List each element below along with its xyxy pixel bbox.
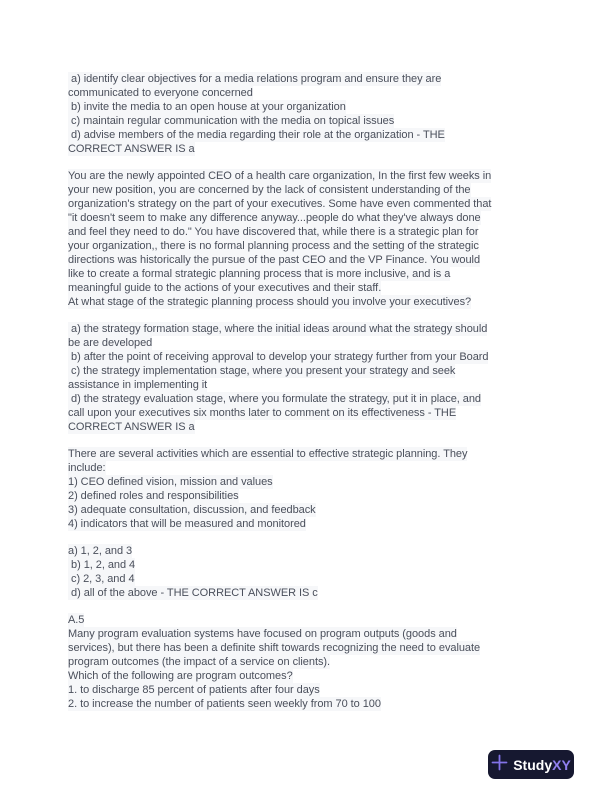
brand-name bbox=[513, 757, 571, 773]
text-line: d) advise members of the media regarding their role at the organization - THE bbox=[68, 129, 445, 141]
text-line: c) maintain regular communication with the media on topical issues bbox=[68, 115, 395, 127]
text-line: 1) CEO defined vision, mission and values bbox=[68, 476, 273, 488]
brand-name-accent: XY bbox=[552, 756, 571, 773]
text-line: a) identify clear objectives for a media relations program and ensure they are bbox=[68, 73, 442, 85]
question-a5-block bbox=[68, 613, 554, 711]
text-line: include: bbox=[68, 462, 106, 474]
strategy-stage-options-block bbox=[68, 322, 554, 434]
text-line: 1. to discharge 85 percent of patients after four days bbox=[68, 684, 320, 696]
text-line: program outcomes (the impact of a service on clients). bbox=[68, 656, 331, 668]
ceo-scenario-paragraph bbox=[68, 169, 554, 309]
text-line: meaningful guide to the actions of your executives and their staff. bbox=[68, 282, 382, 294]
text-line: CORRECT ANSWER IS a bbox=[68, 421, 195, 433]
text-line: a) 1, 2, and 3 bbox=[68, 545, 133, 557]
text-line: A.5 bbox=[68, 614, 85, 626]
text-line: 2) defined roles and responsibilities bbox=[68, 490, 239, 502]
text-line: services), but there has been a definite shift towards recognizing the need to evaluate bbox=[68, 642, 481, 654]
text-line: a) the strategy formation stage, where the initial ideas around what the strategy should bbox=[68, 323, 488, 335]
activities-answer-options-block bbox=[68, 544, 554, 600]
text-line: b) invite the media to an open house at your organization bbox=[68, 101, 346, 113]
planning-activities-list-block bbox=[68, 447, 554, 531]
text-line: directions was historically the pursue of the past CEO and the VP Finance. You would bbox=[68, 254, 481, 266]
text-line: 2. to increase the number of patients seen weekly from 70 to 100 bbox=[68, 698, 381, 710]
text-line: and feel they need to do." You have discovered that, while there is a strategic plan for bbox=[68, 226, 479, 238]
text-line: 4) indicators that will be measured and monitored bbox=[68, 518, 306, 530]
text-line: b) 1, 2, and 4 bbox=[68, 559, 136, 571]
text-line: 3) adequate consultation, discussion, and feedback bbox=[68, 504, 316, 516]
text-line: c) the strategy implementation stage, where you present your strategy and seek bbox=[68, 365, 456, 377]
text-line: You are the newly appointed CEO of a health care organization, In the first few weeks in bbox=[68, 170, 492, 182]
document-text bbox=[68, 72, 554, 711]
text-line: call upon your executives six months later to comment on its effectiveness - THE bbox=[68, 407, 457, 419]
media-question-options-block bbox=[68, 72, 554, 156]
text-line: like to create a formal strategic planning process that is more inclusive, and is a bbox=[68, 268, 451, 280]
text-line: b) after the point of receiving approval to develop your strategy further from your Board bbox=[68, 351, 489, 363]
text-line: your new position, you are concerned by the lack of consistent understanding of the bbox=[68, 184, 471, 196]
text-line: Which of the following are program outcomes? bbox=[68, 670, 293, 682]
text-line: At what stage of the strategic planning process should you involve your executives? bbox=[68, 296, 472, 308]
text-line: Many program evaluation systems have focused on program outputs (goods and bbox=[68, 628, 457, 640]
text-line: your organization,, there is no formal planning process and the setting of the strategic bbox=[68, 240, 479, 252]
text-line: assistance in implementing it bbox=[68, 379, 208, 391]
text-line: d) all of the above - THE CORRECT ANSWER IS c bbox=[68, 587, 318, 599]
plus-icon bbox=[491, 754, 508, 776]
studyxy-logo-badge bbox=[488, 750, 574, 779]
text-line: organization's strategy on the part of your executives. Some have even commented that bbox=[68, 198, 492, 210]
text-line: "it doesn't seem to make any difference anyway...people do what they've always done bbox=[68, 212, 481, 224]
text-line: d) the strategy evaluation stage, where you formulate the strategy, put it in place, and bbox=[68, 393, 481, 405]
text-line: CORRECT ANSWER IS a bbox=[68, 143, 195, 155]
text-line: There are several activities which are essential to effective strategic planning. They bbox=[68, 448, 468, 460]
text-line: communicated to everyone concerned bbox=[68, 87, 253, 99]
brand-name-primary: Study bbox=[513, 756, 553, 773]
text-line: be are developed bbox=[68, 337, 153, 349]
text-line: c) 2, 3, and 4 bbox=[68, 573, 135, 585]
